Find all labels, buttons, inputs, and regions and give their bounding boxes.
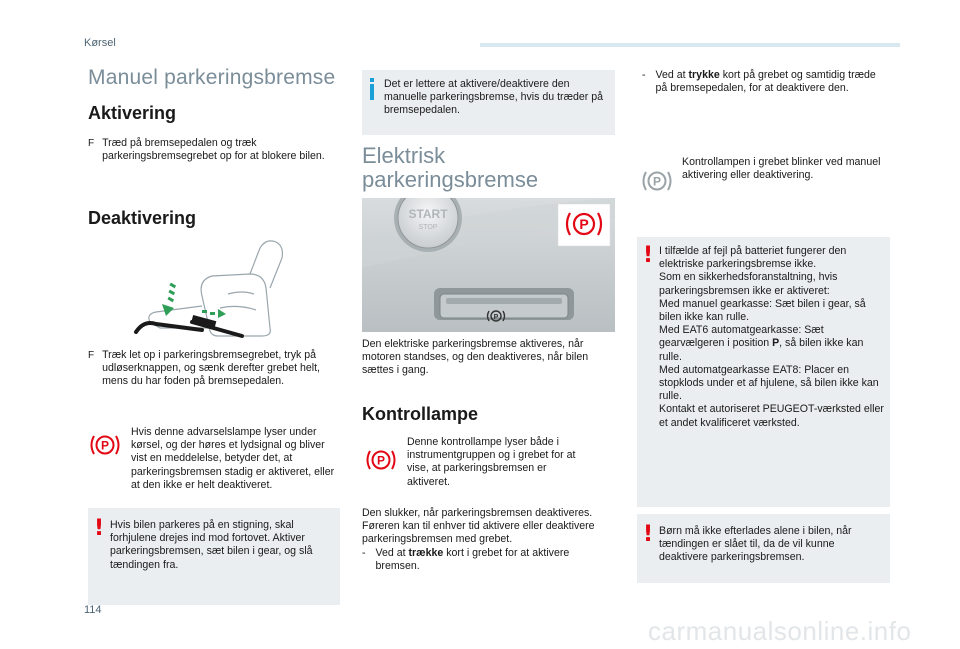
section-label: Kørsel xyxy=(84,37,116,49)
kontrollampe-text: Denne kontrollampe lyser både i instrumentgruppen og i grebet for at vise, at parkeringsbremsen er aktiveret. xyxy=(407,436,576,488)
warning-line: Med automatgearkasse EAT8: Placer en stopklods under et af hjulene, så bilen ikke kan rulle. xyxy=(659,363,879,403)
advarselslampe-text: Hvis denne advarselslampe lyser under kørsel, og der høres et lydsignal og bliver vist en meddelelse, betyder det, at parkeringsbremsen stadig er aktiveret, eller at den ikke er helt deaktiveret. xyxy=(131,426,335,491)
heading-aktivering: Aktivering xyxy=(88,103,177,123)
warning-line: Kontakt et autoriseret PEUGEOT-værksted eller et andet kvalificeret værksted. xyxy=(659,403,884,429)
warning-line: Med EAT6 automatgearkasse: Sæt gearvælgeren i position P, så bilen ikke kan rulle. xyxy=(659,324,864,363)
svg-text:P: P xyxy=(652,174,662,189)
parking-brake-indicator-icon xyxy=(88,432,122,458)
dash-item-push xyxy=(642,69,887,95)
dash-item-pull xyxy=(362,547,612,573)
dash-item-text: Ved at trykke kort på grebet og samtidig træde på bremsepedalen, for at deaktivere den. xyxy=(655,69,876,95)
dash-marker: - xyxy=(362,546,366,559)
heading-kontrollampe: Kontrollampe xyxy=(362,404,479,424)
dash-item-text: Ved at trække kort i grebet for at aktivere bremsen. xyxy=(375,546,570,572)
warning-icon: ! xyxy=(643,243,654,268)
warning-line: I tilfælde af fejl på batteriet fungerer den elektriske parkeringsbremse ikke. xyxy=(659,245,847,271)
section-title-line2: parkeringsbremse xyxy=(362,167,539,192)
info-icon xyxy=(368,78,376,100)
warning-box-children xyxy=(637,514,890,583)
info-box xyxy=(362,70,615,135)
warning-box-slope xyxy=(88,508,340,605)
section-title-electric xyxy=(362,144,538,192)
electric-description: Den elektriske parkeringsbremse aktiveres, når motoren standses, og den deaktiveres, når bilen sættes i gang. xyxy=(362,338,589,377)
page-number: 114 xyxy=(84,604,102,616)
brake-indicator-icon xyxy=(364,447,398,473)
children-warning-text: Børn må ikke efterlades alene i bilen, når tændingen er slået til, da de vil kunne deaktivere parkeringsbremsen. xyxy=(659,525,852,564)
header-divider xyxy=(480,43,900,47)
heading-deaktivering: Deaktivering xyxy=(88,208,197,228)
aktivering-text: Træd på bremsepedalen og træk parkeringsbremsegrebet op for at blokere bilen. xyxy=(102,137,325,163)
warning-line: Som en sikkerhedsforanstaltning, hvis parkeringsbremsen ikke er aktiveret: xyxy=(659,271,838,297)
page-title: Manuel parkeringsbremse xyxy=(88,66,336,89)
svg-text:P: P xyxy=(100,438,110,453)
svg-text:P: P xyxy=(493,314,499,321)
warning-line: Med manuel gearkasse: Sæt bilen i gear, så bilen ikke kan rulle. xyxy=(659,297,866,324)
blinking-indicator-icon xyxy=(640,168,674,194)
blinking-text: Kontrollampen i grebet blinker ved manuel aktivering eller deaktivering. xyxy=(682,156,881,182)
deaktivering-text: Træk let op i parkeringsbremsegrebet, tryk på udløserknappen, og sænk derefter grebet helt, mens du har foden på bremsepedalen. xyxy=(102,349,321,388)
start-label: START xyxy=(408,207,448,221)
battery-warning-text xyxy=(659,245,885,430)
deactivate-line1: Den slukker, når parkeringsbremsen deaktiveres. xyxy=(362,507,593,519)
stop-label: STOP xyxy=(418,224,438,231)
svg-text:P: P xyxy=(579,216,589,232)
bullet-marker: F xyxy=(88,350,95,361)
aktivering-bullet xyxy=(88,137,333,163)
warning-icon: ! xyxy=(94,516,105,541)
dash-marker: - xyxy=(642,69,646,81)
deactivation-text xyxy=(362,507,612,573)
bullet-marker: F xyxy=(88,138,95,149)
svg-text:P: P xyxy=(376,453,386,468)
warning-icon: ! xyxy=(643,522,654,547)
console-photo xyxy=(362,198,615,332)
slope-warning-text: Hvis bilen parkeres på en stigning, skal forhjulene drejes ind mod fortovet. Aktiver parkeringsbremsen, sæt bilen i gear, og slå tændingen fra. xyxy=(110,519,313,571)
warning-box-battery xyxy=(637,237,890,507)
section-title-line1: Elektrisk xyxy=(362,143,446,168)
watermark: carmanualsonline.info xyxy=(648,616,912,646)
deaktivering-bullet xyxy=(88,349,333,389)
info-text: Det er lettere at aktivere/deaktivere den manuelle parkeringsbremse, hvis du træder på bremsepedalen. xyxy=(384,78,604,117)
deactivate-line2: Føreren kan til enhver tid aktivere eller deaktivere parkeringsbremsen med grebet. xyxy=(362,520,595,546)
driver-seat-illustration xyxy=(132,236,302,344)
